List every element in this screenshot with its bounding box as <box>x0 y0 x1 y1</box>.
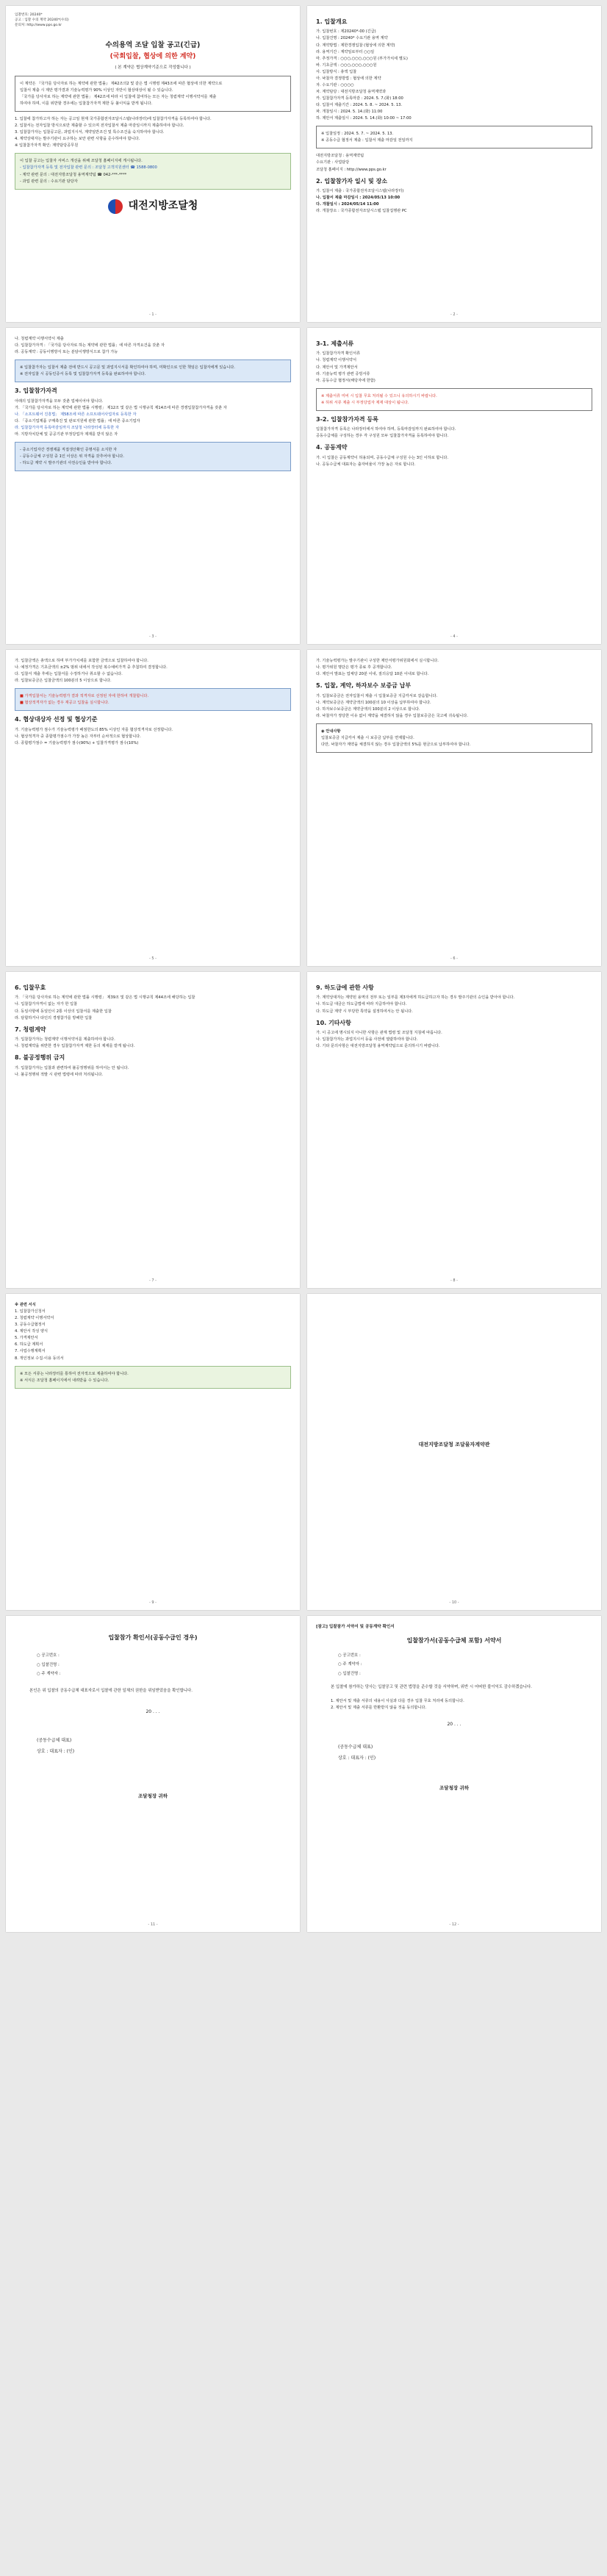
body-line: 나. 불공정행위 적발 시 관련 법령에 따라 처리됩니다. <box>15 1072 104 1077</box>
form-field: ○ 공고번호 : <box>37 1653 60 1659</box>
form-footer: 조달청장 귀하 <box>138 1792 168 1799</box>
body-line: 4. 계약상대자는 발주기관이 요구하는 보안 관련 사항을 준수하여야 합니다. <box>15 137 140 142</box>
contact-lines <box>316 153 592 172</box>
form-field: ○ 주 계약자 : <box>338 1662 362 1667</box>
body-line: 다. 기타 문의사항은 대전지방조달청 용역계약팀으로 문의하시기 바랍니다. <box>316 1044 440 1049</box>
page-7 <box>6 972 300 1288</box>
form-items <box>331 1698 578 1711</box>
body-line: 가. 이 공고에 명시되지 아니한 사항은 관계 법령 및 조달청 지침에 따릅니다. <box>316 1030 442 1035</box>
list-item: 하. 제안서 제출일시 : 2024. 5. 14.(화) 10:00 ~ 17:00 <box>316 116 412 121</box>
list-item: 마. 공동수급 협정서(해당자에 한함) <box>316 378 376 383</box>
body-line: 가. 입찰보증금은 전자입찰서 제출 시 입찰보증금 지급각서로 갈음합니다. <box>316 693 438 698</box>
page-1 <box>6 6 300 322</box>
section-heading: 10. 기타사항 <box>316 1019 351 1026</box>
page-3 <box>6 328 300 644</box>
list-item: 나. 청렴계약 이행서약서 <box>316 358 357 363</box>
box-line: ◉ 안내사항 <box>321 729 341 734</box>
section-heading: 6. 입찰무효 <box>15 984 46 991</box>
body-line: 가. 입찰참가자는 입찰과 관련하여 불공정행위를 하여서는 안 됩니다. <box>15 1065 129 1070</box>
header-line: 입찰번호: 20240* <box>15 13 43 17</box>
list-item: 가. 입찰서 제출 : 국가종합전자조달시스템(나라장터) <box>316 188 404 193</box>
body-line: 나. 하도급 대금은 하도급법에 따라 지급하여야 합니다. <box>316 1002 407 1007</box>
warning-line: ※ 제출서류 미비 시 입찰 무효 처리될 수 있으니 유의하시기 바랍니다. <box>321 393 437 398</box>
section-heading: 5. 입찰, 계약, 하자보수 보증금 납부 <box>316 682 412 690</box>
list-item: 6. 하도급 계획서 <box>15 1342 43 1348</box>
misc-lines <box>316 1030 592 1049</box>
list-item: 마. 추정가격 : ○○○,○○○,○○○원 (부가가치세 별도) <box>316 56 408 61</box>
qualification-box <box>15 442 291 471</box>
box-line: - 계약 관련 문의 : 대전지방조달청 용역계약팀 ☎ 042-***-**** <box>20 172 127 177</box>
body-line: 나. 청렴계약 이행서약서 제출 <box>15 337 64 341</box>
box-line: - 공동수급체 구성원 중 1인 이상은 위 자격을 갖추어야 합니다. <box>20 454 124 459</box>
body-line: 3. 입찰참가자는 입찰공고문, 과업지시서, 계약일반조건 및 특수조건을 숙지하여야 합니다. <box>15 130 165 135</box>
section-heading: 9. 하도급에 관한 사항 <box>316 984 374 991</box>
body-line: 라. 입찰보증금은 입찰금액의 100분의 5 이상으로 합니다. <box>15 679 112 684</box>
list-item: 가. 입찰참가자격 확인서류 <box>316 351 361 357</box>
section-heading: 3. 입찰참가자격 <box>15 387 57 395</box>
form-field: ○ 입찰건명 : <box>37 1662 60 1667</box>
subcontract-lines <box>316 995 592 1014</box>
form-title: 입찰참가서(공동수급체 포함) 서약서 <box>406 1636 502 1644</box>
warning-line: ■ 가격입찰서는 기술능력평가 결과 적격자로 선정된 자에 한하여 개찰합니다. <box>20 694 149 699</box>
section-heading: 1. 입찰개요 <box>316 18 348 25</box>
form-date: 20 . . . <box>447 1721 461 1727</box>
page-12 <box>307 1616 601 1932</box>
list-item: 다. 제안서 및 가격제안서 <box>316 365 358 370</box>
list-item: 8. 개인정보 수집·이용 동의서 <box>15 1356 64 1361</box>
list-item: 타. 입찰서 제출기간 : 2024. 5. 8. ~ 2024. 5. 13. <box>316 103 403 108</box>
list-item: 차. 계약담당 : 대전지방조달청 용역계약과 <box>316 89 387 94</box>
warning-line: ※ 허위 서류 제출 시 부정당업자 제재 대상이 됩니다. <box>321 400 409 405</box>
form-fields <box>15 1653 291 1677</box>
page-number: - 2 - <box>450 312 458 318</box>
list-item: 나. 「소프트웨어 진흥법」 제58조에 따른 소프트웨어사업자로 등록한 자 <box>15 412 137 417</box>
notice-box <box>15 1366 291 1389</box>
page-number: - 1 - <box>149 312 157 318</box>
form-field: ○ 주 계약자 : <box>37 1672 61 1677</box>
guide-box <box>316 723 592 753</box>
notice-note: ( 본 계약은 협상계약기준으로 작성합니다 ) <box>115 65 191 71</box>
body-line: 가. 입찰금액은 총액으로 하며 부가가치세를 포함한 금액으로 입찰하여야 합니다. <box>15 659 148 663</box>
list-item: 다. 개찰일시 : 2024/05/14 11:00 <box>316 202 379 207</box>
body-lines <box>15 116 291 149</box>
qualification-list <box>15 405 291 437</box>
document-header <box>15 13 291 29</box>
box-line: ※ 모든 서류는 나라장터를 통하여 전자적으로 제출하여야 합니다. <box>20 1371 129 1376</box>
box-line: - 과업 관련 문의 : 수요기관 담당자 <box>20 179 78 184</box>
page-5 <box>6 650 300 966</box>
form-body: 본인은 위 입찰의 공동수급체 대표자로서 입찰에 관한 일체의 권한을 위임받았음을 확인합니다. <box>29 1688 193 1693</box>
form-footer: 조달청장 귀하 <box>439 1784 469 1791</box>
negotiation-lines <box>15 727 291 746</box>
body-line: 나. 평가위원 명단은 평가 종료 후 공개합니다. <box>316 665 392 670</box>
page-4 <box>307 328 601 644</box>
list-heading: ※ 관련 서식 <box>15 1303 36 1307</box>
page-11 <box>6 1616 300 1932</box>
notice-box <box>15 76 291 112</box>
list-item: 라. 기술능력 평가 관련 증빙서류 <box>316 371 370 376</box>
agency-logo <box>15 198 291 215</box>
signature-heading: 대전지방조달청 조달물자계약관 <box>418 1442 490 1448</box>
form-field: ○ 입찰건명 : <box>338 1671 361 1676</box>
box-line: 하여야 하며, 이를 위반할 경우에는 입찰참가자격 제한 등 불이익을 받게 됩니다. <box>20 101 153 107</box>
body-lines <box>15 336 291 355</box>
warning-line: ■ 협상적격자가 없는 경우 재공고 입찰을 실시합니다. <box>20 701 109 706</box>
page-number: - 3 - <box>149 634 157 640</box>
list-item: 나. 입찰건명 : 20240* 수요기관 용역 계약 <box>316 36 388 41</box>
section-heading: 4. 협상대상자 선정 및 협상기준 <box>15 716 98 723</box>
page-9 <box>6 1294 300 1610</box>
body-line: 라. 담합하거나 타인의 경쟁참가를 방해한 입찰 <box>15 1015 93 1020</box>
body-line: 가. 기술능력평가는 발주기관이 구성한 제안서평가위원회에서 실시합니다. <box>316 659 439 663</box>
body-line: 공동수급체를 구성하는 경우 각 구성원 모두 입찰참가자격을 등록하여야 합니다. <box>316 434 449 439</box>
contact-line: 대전지방조달청 : 용역계약팀 <box>316 154 364 159</box>
list-item: 다. 「중소기업제품 구매촉진 및 판로지원에 관한 법률」에 따른 중소기업자 <box>15 418 140 423</box>
body-line: 다. 하자보수보증금은 계약금액의 100분의 2 이상으로 합니다. <box>316 706 420 712</box>
box-line: ※ 입찰참가자는 입찰서 제출 전에 반드시 공고문 및 과업지시서를 확인하여야 하며, 미확인으로 인한 책임은 입찰자에게 있습니다. <box>20 365 235 371</box>
body-line: 나. 공동수급체 대표자는 출자비율이 가장 높은 자로 합니다. <box>316 462 416 467</box>
fairness-lines <box>15 1065 291 1078</box>
list-item: 7. 사업수행계획서 <box>15 1349 46 1354</box>
body-line: 나. 청렴계약을 위반한 경우 입찰참가자격 제한 등의 제재를 받게 됩니다. <box>15 1044 135 1049</box>
box-line: 입찰서 제출 시 제안 평가결과 기술능력평가 90% 이상인 자만이 협상대상이 될 수 있습니다. <box>20 87 173 93</box>
body-lines <box>15 658 291 684</box>
form-body: 본 입찰에 참가하는 당사는 입찰공고 및 관련 법령을 준수할 것을 서약하며, 위반 시 어떠한 불이익도 감수하겠습니다. <box>331 1685 532 1690</box>
section-heading: 4. 공동계약 <box>316 444 348 451</box>
list-item: 라. 개찰장소 : 국가종합전자조달시스템 입찰집행관 PC <box>316 209 407 214</box>
page-number: - 9 - <box>149 1600 157 1606</box>
body-line: 2. 입찰서는 전자입찰 방식으로만 제출할 수 있으며 전자입찰서 제출 마감일시까지 제출하여야 합니다. <box>15 124 184 129</box>
notice-title: 수의용역 조달 입찰 공고(긴급) <box>105 40 201 49</box>
notice-box <box>15 359 291 382</box>
list-item: 사. 입찰방식 : 총액 입찰 <box>316 69 357 74</box>
body-line: 1. 입찰에 참가하고자 하는 자는 공고일 현재 국가종합전자조달시스템(나라장터)에 입찰참가자격을 등록하여야 합니다. <box>15 117 212 122</box>
overview-list <box>316 29 592 121</box>
list-item: 아. 낙찰자 결정방법 : 협상에 의한 계약 <box>316 76 381 81</box>
section-heading: 7. 청렴계약 <box>15 1026 46 1033</box>
box-line: - 하도급 계약 시 발주기관의 사전승인을 받아야 합니다. <box>20 461 112 466</box>
box-line: - 중소기업자간 경쟁제품 직접생산확인 증명서를 소지한 자 <box>20 448 118 453</box>
list-item: 파. 개찰일시 : 2024. 5. 14.(화) 11:00 <box>316 110 383 115</box>
body-line: 나. 예정가격은 기초금액의 ±2% 범위 내에서 작성된 복수예비가격 중 추첨하여 결정합니다. <box>15 665 168 670</box>
list-item: 1. 제안서 및 제출 서류의 내용이 사실과 다를 경우 입찰 무효 처리에 동의합니다. <box>331 1698 464 1703</box>
list-item: 다. 계약방법 : 제한경쟁입찰 (협상에 의한 계약) <box>316 43 395 48</box>
page-number: - 4 - <box>450 634 458 640</box>
page-10 <box>307 1294 601 1610</box>
body-line: 가. 「국가를 당사자로 하는 계약에 관한 법률 시행령」 제39조 및 같은 법 시행규칙 제44조에 해당하는 입찰 <box>15 995 195 1001</box>
section-intro: 아래의 입찰참가자격을 모두 갖춘 업체이어야 합니다. <box>15 398 104 404</box>
invalid-bid-lines <box>15 995 291 1020</box>
signature-block <box>37 1737 291 1756</box>
body-line: 나. 협상적격자 중 종합평가점수가 가장 높은 자부터 순차적으로 협상합니다. <box>15 734 141 739</box>
body-line: 가. 이 입찰은 공동계약이 허용되며, 공동수급체 구성원 수는 3인 이하로 합니다. <box>316 455 449 460</box>
box-line: - 입찰참가자격 등록 및 전자입찰 관련 문의 : 조달청 고객지원센터 ☎ 1588-0800 <box>20 165 157 171</box>
signature-line: (공동수급체 대표) <box>338 1744 373 1750</box>
page-number: - 7 - <box>149 1278 157 1284</box>
list-item: 5. 가격제안서 <box>15 1336 38 1341</box>
body-line: 다. 하도급 계약 시 부당한 특약을 설정하여서는 안 됩니다. <box>316 1009 413 1014</box>
list-item: 바. 기초금액 : ○○○,○○○,○○○원 <box>316 62 377 68</box>
header-line: 공고 : 입찰 수의 계약 20240*(수의) <box>15 18 69 22</box>
page-number: - 8 - <box>450 1278 458 1284</box>
agency-name: 대전지방조달청 <box>128 199 198 212</box>
warning-box <box>316 388 592 411</box>
list-item: 나. 입찰서 제출 마감일시 : 2024/05/13 10:00 <box>316 196 401 201</box>
page-number: - 12 - <box>449 1922 459 1928</box>
deposit-lines <box>316 693 592 719</box>
form-date: 20 . . . <box>146 1709 160 1714</box>
page-2 <box>307 6 601 322</box>
signature-block <box>338 1744 592 1762</box>
body-line: 다. 종합평가점수 = 기술능력평가 점수(90%) + 입찰가격평가 점수(10%) <box>15 740 139 745</box>
schedule-box <box>316 126 592 149</box>
body-lines <box>316 658 592 677</box>
schedule-list <box>316 188 592 214</box>
box-line: 「국가를 당사자로 하는 계약에 관한 법률」 제42조에 따라 이 입찰에 참여하는 모든 자는 청렴계약 이행서약서를 제출 <box>20 94 217 99</box>
box-line: ※ 서식은 조달청 홈페이지에서 내려받을 수 있습니다. <box>20 1378 109 1383</box>
highlight-box <box>15 688 291 711</box>
box-line: 입찰보증금 지급각서 제출 시 보증금 납부를 면제합니다. <box>321 735 414 740</box>
list-item: 가. 「국가를 당사자로 하는 계약에 관한 법률 시행령」 제12조 및 같은 법 시행규칙 제14조에 따른 경쟁입찰참가자격을 갖춘 자 <box>15 405 227 410</box>
form-list <box>15 1302 291 1362</box>
integrity-lines <box>15 1037 291 1049</box>
section-heading: 8. 불공정행위 금지 <box>15 1054 65 1062</box>
joint-contract-lines <box>316 455 592 468</box>
page-6 <box>307 650 601 966</box>
box-line: ※ 입찰일정 : 2024. 5. 7. ~ 2024. 5. 13. <box>321 132 394 137</box>
list-item: 카. 입찰참가자격 등록마감 : 2024. 5. 7.(화) 18:00 <box>316 96 403 101</box>
body-line: ※ 입찰참가자격 확인: 계약담당공무원 <box>15 143 79 149</box>
body-line: 가. 기술능력평가 점수가 기술능력평가 배점한도의 85% 이상인 자를 협상적격자로 선정합니다. <box>15 727 173 732</box>
form-title: 입찰참가 확인서(공동수급인 경우) <box>108 1634 198 1641</box>
body-line: 가. 입찰참가자는 청렴계약 이행서약서를 제출하여야 합니다. <box>15 1037 115 1042</box>
body-line: 나. 입찰참가자격이 없는 자가 한 입찰 <box>15 1002 78 1007</box>
taegeuk-icon <box>108 199 123 214</box>
list-item: 4. 제안서 작성 양식 <box>15 1329 48 1334</box>
inquiry-box <box>15 153 291 189</box>
page-number: - 10 - <box>449 1600 459 1606</box>
form-field: ○ 공고번호 : <box>338 1653 361 1659</box>
list-item: 2. 청렴계약 이행서약서 <box>15 1316 54 1321</box>
section-heading: 3-1. 제출서류 <box>316 340 354 347</box>
section-heading: 3-2. 입찰참가자격 등록 <box>316 415 378 423</box>
body-line: 라. 공동계약 : 공동이행방식 또는 분담이행방식으로 참가 가능 <box>15 350 118 355</box>
list-item: 라. 입찰참가자격 등록마감일까지 조달청 나라장터에 등록한 자 <box>15 425 119 430</box>
notice-subtitle: (국회입찰, 협상에 의한 계약) <box>109 53 196 61</box>
page-8 <box>307 972 601 1288</box>
contact-line: 조달청 홈페이지 : http://www.pps.go.kr <box>316 167 387 172</box>
body-line: 입찰참가자격 등록은 나라장터에서 하여야 하며, 등록마감일까지 완료하여야 합니다. <box>316 427 456 432</box>
form-fields <box>316 1653 592 1677</box>
list-item: 2. 제안서 및 제출 서류를 반환받지 않을 것을 동의합니다. <box>331 1705 427 1710</box>
box-line: ※ 전자입찰 시 공동인증서 등록 및 입찰참가자격 등록을 완료하여야 합니다. <box>20 372 146 377</box>
registration-lines <box>316 426 592 439</box>
contact-line: 수요기관 : 사업담당 <box>316 160 350 165</box>
list-item: 3. 공동수급협정서 <box>15 1323 46 1328</box>
body-line: 다. 입찰서 제출 후에는 입찰서를 수정하거나 취소할 수 없습니다. <box>15 672 123 677</box>
box-line: 이 입찰 공고는 입찰자 서비스 개선을 위해 조달청 홈페이지에 게시됩니다. <box>20 159 143 164</box>
document-list <box>316 351 592 383</box>
page-number: - 11 - <box>148 1922 158 1928</box>
page-number: - 5 - <box>149 956 157 962</box>
list-item: 라. 용역기간 : 계약일로부터 ○○일 <box>316 49 375 54</box>
box-line: ※ 공동수급 협정서 제출 : 입찰서 제출 마감일 전일까지 <box>321 138 413 143</box>
form-note: [참고] 입찰참가 서약서 및 공동계약 확인서 <box>316 1625 395 1629</box>
list-item: 마. 지방자치단체 및 공공기관 부정당업자 제재를 받지 않은 자 <box>15 432 118 437</box>
box-line: 이 계약은 『국가를 당사자로 하는 계약에 관한 법률』 제42조의2 및 같은 법 시행령 제43조에 따른 협상에 의한 계약으로 <box>20 81 223 86</box>
section-heading: 2. 입찰참가자 일시 및 장소 <box>316 177 388 185</box>
body-line: 나. 입찰참가자는 과업지시서 등을 사전에 열람하여야 합니다. <box>316 1037 418 1042</box>
page-number: - 6 - <box>450 956 458 962</box>
body-line: 나. 계약보증금은 계약금액의 100분의 10 이상을 납부하여야 합니다. <box>316 700 431 705</box>
body-line: 다. 제안서 발표는 업체당 20분 이내, 질의응답 10분 이내로 합니다. <box>316 672 429 677</box>
signature-line: 상호 : 대표자 : (인) <box>338 1756 376 1761</box>
signature-line: 상호 : 대표자 : (인) <box>37 1749 75 1755</box>
body-line: 다. 입찰참가자격 : 「국가를 당사자로 하는 계약에 관한 법률」에 따른 자격요건을 갖춘 자 <box>15 343 165 348</box>
body-line: 다. 동일사항에 동일인이 2통 이상의 입찰서를 제출한 입찰 <box>15 1009 112 1014</box>
body-line: 가. 계약상대자는 계약된 용역의 전부 또는 일부를 제3자에게 하도급하고자 하는 경우 발주기관의 승인을 받아야 합니다. <box>316 995 515 1001</box>
box-line: 다만, 낙찰자가 계약을 체결하지 않는 경우 입찰금액의 5%를 현금으로 납부하여야 합니다. <box>321 742 471 747</box>
list-item: 가. 입찰번호 : 제20240*-00 (긴급) <box>316 29 376 35</box>
signature-line: (공동수급체 대표) <box>37 1738 72 1744</box>
body-line: 라. 낙찰자가 정당한 이유 없이 계약을 체결하지 않을 경우 입찰보증금은 국고에 귀속됩니다. <box>316 713 468 718</box>
list-item: 자. 수요기관 : ○○○○ <box>316 82 354 87</box>
header-line: 문의처: http://www.pps.go.kr <box>15 23 62 27</box>
list-item: 1. 입찰참가신청서 <box>15 1309 46 1314</box>
